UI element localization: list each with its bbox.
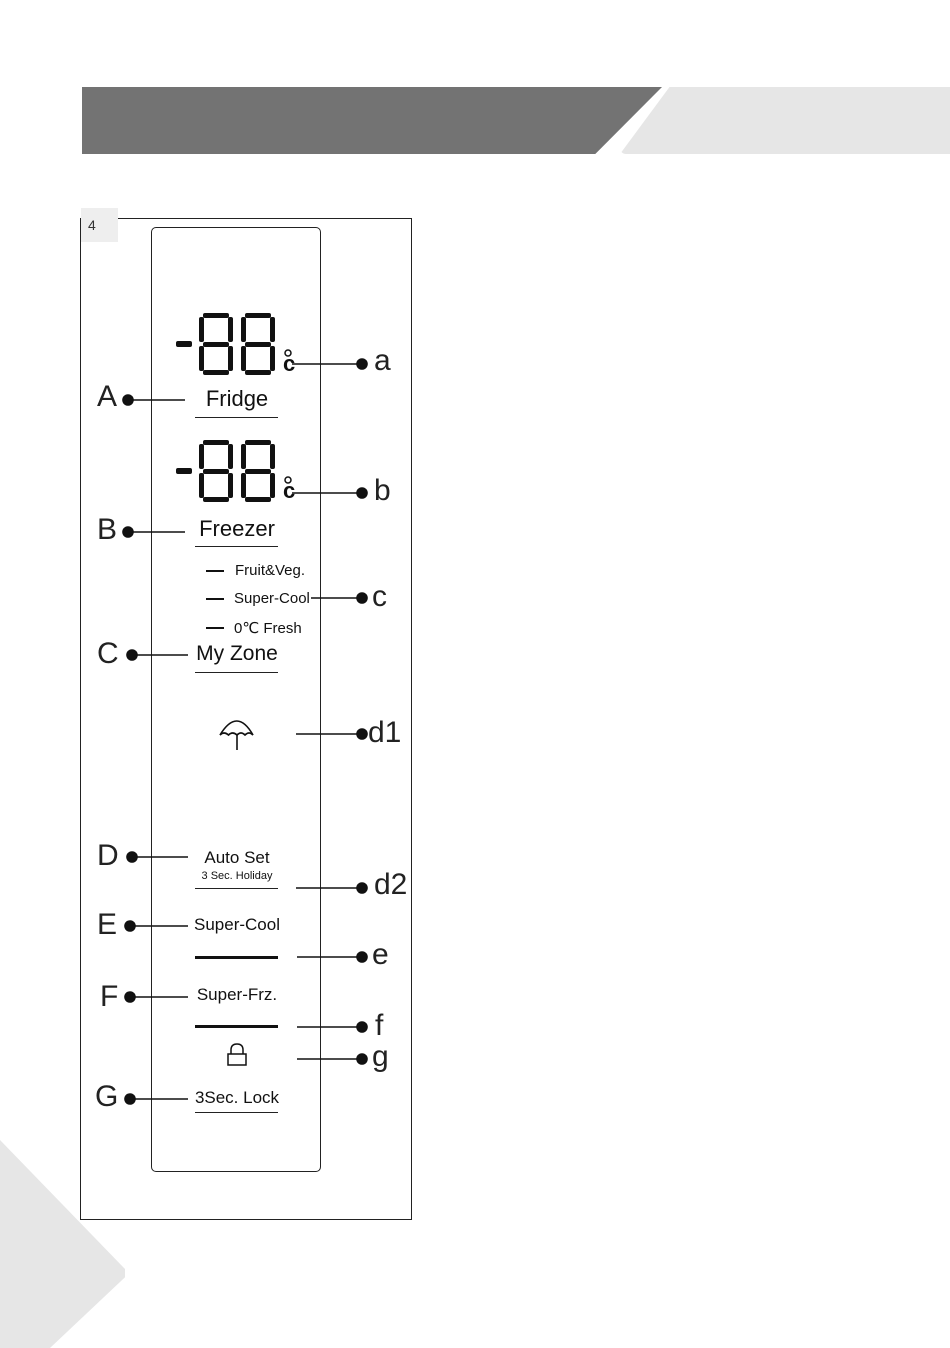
mode-indicator-fruit xyxy=(206,570,224,572)
callout-G: G xyxy=(95,1080,119,1113)
callout-D: D xyxy=(97,839,119,872)
callout-a: a xyxy=(374,344,391,377)
padlock-icon xyxy=(228,1044,246,1065)
umbrella-icon xyxy=(220,721,253,750)
figure-number: 4 xyxy=(81,208,118,242)
fridge-underline xyxy=(195,417,278,418)
callout-C: C xyxy=(97,637,119,670)
callout-c: c xyxy=(372,580,387,613)
callout-f: f xyxy=(375,1009,384,1042)
callout-F: F xyxy=(100,980,119,1013)
freezer-unit-symbol: c xyxy=(283,478,296,503)
freezer-underline xyxy=(195,546,278,547)
freezer-temperature-digits xyxy=(176,440,291,502)
callout-A: A xyxy=(97,380,118,413)
mode-fruit-veg: Fruit&Veg. xyxy=(235,562,306,579)
super-cool-button[interactable]: Super-Cool xyxy=(194,915,280,934)
super-cool-indicator xyxy=(195,956,278,959)
super-frz-button[interactable]: Super-Frz. xyxy=(196,985,278,1004)
auto-set-subtitle: 3 Sec. Holiday xyxy=(201,870,273,882)
myzone-underline xyxy=(195,672,278,673)
lock-button[interactable]: 3Sec. Lock xyxy=(194,1088,280,1107)
mode-zero-fresh: 0℃ Fresh xyxy=(234,620,302,637)
callout-g: g xyxy=(372,1040,389,1073)
freezer-label: Freezer xyxy=(199,516,275,541)
mode-indicator-supercool xyxy=(206,598,224,600)
auto-set-underline xyxy=(195,888,278,889)
callout-d2: d2 xyxy=(374,868,408,901)
mode-indicator-fresh xyxy=(206,627,224,629)
myzone-label: My Zone xyxy=(196,642,278,665)
callout-d1: d1 xyxy=(368,716,402,749)
auto-set-button[interactable]: Auto Set xyxy=(204,848,270,867)
super-frz-indicator xyxy=(195,1025,278,1028)
fridge-temperature-digits xyxy=(176,313,291,375)
callout-E: E xyxy=(97,908,118,941)
mode-super-cool: Super-Cool xyxy=(234,590,310,607)
callout-b: b xyxy=(374,474,391,507)
lock-underline xyxy=(195,1112,278,1113)
callout-e: e xyxy=(372,938,389,971)
right-leader-lines xyxy=(292,359,367,1064)
fridge-unit-symbol: c xyxy=(283,351,296,376)
callout-B: B xyxy=(97,513,118,546)
fridge-label: Fridge xyxy=(205,386,269,411)
